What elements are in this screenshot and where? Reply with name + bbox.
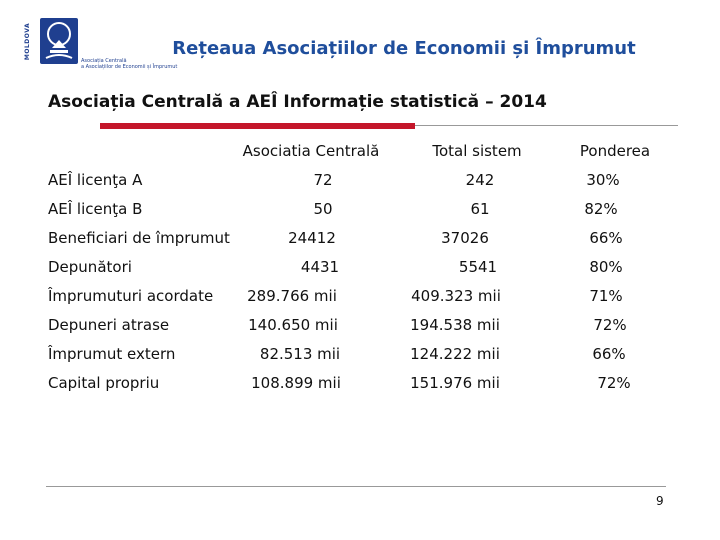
cell-total: 242 [465,171,495,189]
logo-line-1: Asociația Centrală [81,58,127,64]
logo-line-2: a Asociațiilor de Economii și Împrumut [81,64,178,70]
row-label: Împrumut extern [48,345,176,363]
cell-share: 71% [589,287,623,305]
page-title: Rețeaua Asociațiilor de Economii și Împrumut [172,38,636,59]
cell-share: 82% [584,200,618,218]
row-label: Capital propriu [48,374,160,392]
row-label: Depuneri atrase [48,316,170,334]
cell-total: 37026 [441,229,489,247]
column-header-share: Ponderea [579,142,651,160]
cell-total: 151.976 mii [410,374,500,392]
cell-share: 30% [586,171,620,189]
row-label: Depunători [48,258,132,276]
row-label: Împrumuturi acordate [48,287,214,305]
cell-central: 108.899 mii [251,374,341,392]
cell-central: 140.650 mii [248,316,338,334]
cell-total: 124.222 mii [410,345,500,363]
cell-total: 61 [470,200,490,218]
cell-share: 72% [593,316,627,334]
page-number: 9 [656,494,664,508]
row-label: AEÎ licenţa A [48,171,143,189]
cell-total: 194.538 mii [410,316,500,334]
cell-total: 409.323 mii [411,287,501,305]
cell-central: 289.766 mii [247,287,337,305]
cell-total: 5541 [458,258,498,276]
cell-central: 4431 [300,258,340,276]
row-label: Beneficiari de împrumut [48,229,230,247]
cell-central: 24412 [288,229,336,247]
cell-share: 66% [589,229,623,247]
cell-central: 50 [313,200,333,218]
column-header-total: Total sistem [432,142,522,160]
row-label: AEÎ licenţa B [48,200,143,218]
cell-share: 66% [592,345,626,363]
column-header-central: Asociatia Centrală [242,142,380,160]
cell-central: 82.513 mii [259,345,341,363]
cell-central: 72 [313,171,333,189]
slide-subtitle: Asociația Centrală a AEÎ Informație statistică – 2014 [48,92,547,112]
bottom-divider [46,486,666,487]
cell-share: 80% [589,258,623,276]
cell-share: 72% [597,374,631,392]
logo-country-label: MOLDOVA [24,22,32,61]
